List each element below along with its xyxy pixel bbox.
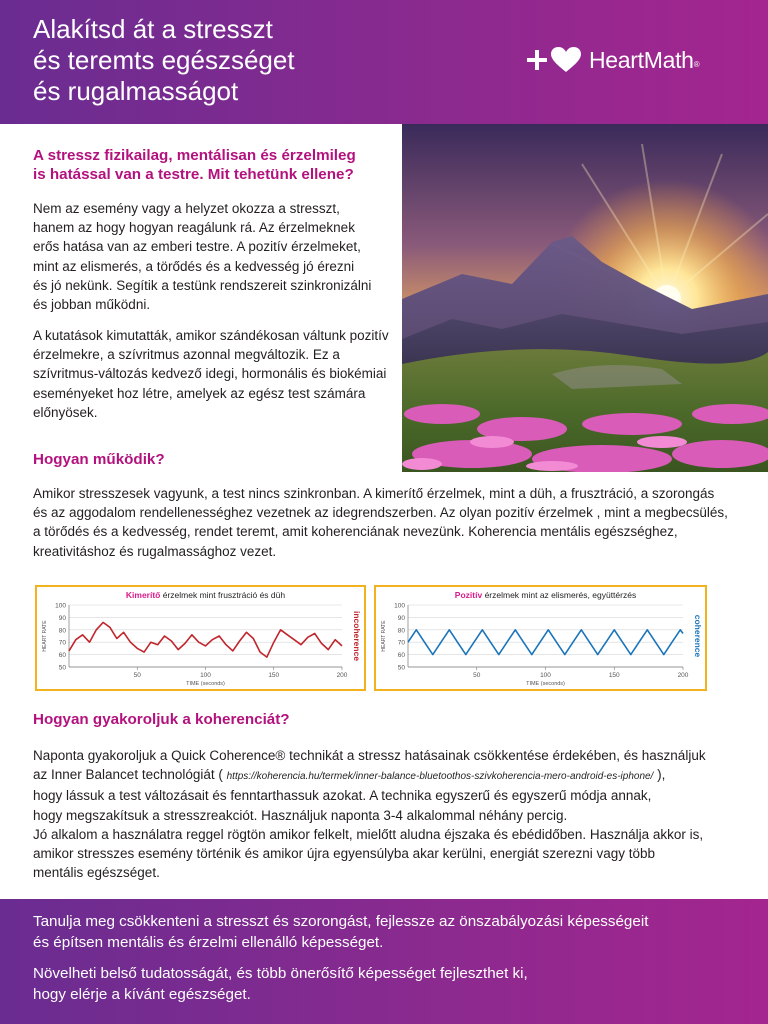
plus-icon [527,50,547,70]
incoherence-chart-svg [37,587,364,689]
title-line: és rugalmasságot [33,76,239,106]
x-tick-label: 200 [677,672,689,679]
x-axis-label: TIME (seconds) [526,681,565,687]
y-tick-label: 100 [394,602,405,610]
practice-heading: Hogyan gyakoroljuk a koherenciát? [33,711,290,728]
page-title [33,14,453,107]
side-label: coherence [693,614,703,658]
logo-wordmark: HeartMath® [589,46,700,73]
chart-title: Kimerítő érzelmek mint frusztráció és düh [125,590,286,600]
x-tick-label: 150 [268,672,280,679]
practice-paragraph: Naponta gyakoroljuk a Quick Coherence® technikát a stressz hatásainak csökkentése érdekében, és használjuk az Inner Balancet technológiát ( https://koherencia.hu/termek/inner-balance-bluetoothos-szivkoherencia-mero-android-es-iphone/ ), hogy lássuk a test változásait és fenntarthassuk azokat. A technika egyszerű és egyszerű módja annak, hogy megszakítsuk a stresszreakciót. Használjuk naponta 3-4 alkalommal néhány percig. Jó alkalom a használatra reggel rögtön amikor felkelt, mielőtt aludna éjszaka és ebédidőben. Használja akkor is, amikor stresszes esemény történik és amikor újra egyensúlyba akar kerülni, energiát szerezni vagy több mentális egészséget. [33,748,706,881]
x-axis-label: TIME (seconds) [186,681,225,687]
y-tick-label: 90 [58,614,66,622]
y-axis-label: HEART RATE [42,620,48,652]
y-tick-label: 70 [397,639,405,647]
y-tick-label: 70 [58,639,66,647]
side-label: incoherence [352,610,362,662]
footer-paragraph-1: Tanulja meg csökkenteni a stresszt és szorongást, fejlessze az önszabályozási képességeit és építsen mentális és érzelmi ellenálló képességet. [33,913,649,951]
heartmath-logo [527,44,699,76]
mountain-sunrise-photo [402,124,768,472]
title-line: Alakítsd át a stresszt [33,14,273,44]
heart-icon [551,47,581,73]
y-tick-label: 80 [58,627,66,635]
x-tick-label: 50 [473,672,481,679]
y-tick-label: 60 [397,652,405,660]
footer-paragraph-2: Növelheti belső tudatosságát, és több önerősítő képességet fejleszthet ki, hogy elérje a kívánt egészséget. [33,965,528,1003]
intro-paragraph-2: A kutatások kimutatták, amikor szándékosan váltunk pozitív érzelmekre, a szívritmus azonnal megváltozik. Ez a szívritmus-változás kedvező idegi, hormonális és biokémiai eseményeket hoz létre, amelyek az egész test számára előnyösek. [33,328,389,420]
footer-banner [0,899,768,1024]
y-tick-label: 50 [397,664,405,672]
x-tick-label: 50 [133,672,141,679]
x-tick-label: 150 [608,672,620,679]
x-tick-label: 200 [336,672,348,679]
incoherence-chart [35,585,366,691]
how-heading: Hogyan működik? [33,451,165,468]
x-tick-label: 100 [200,672,211,679]
inner-balance-link[interactable]: https://koherencia.hu/termek/inner-balance-bluetoothos-szivkoherencia-mero-android-es-iphone/ [226,771,654,783]
header-banner [0,0,768,124]
y-tick-label: 100 [55,602,66,610]
x-tick-label: 100 [540,672,551,679]
title-line: és teremts egészséget [33,45,295,75]
series-line [69,622,342,657]
y-tick-label: 80 [397,627,405,635]
y-tick-label: 60 [58,652,66,660]
y-tick-label: 90 [397,614,405,622]
intro-heading: A stressz fizikailag, mentálisan és érzelmileg is hatással van a testre. Mit tehetünk ellene? [33,147,356,183]
coherence-chart [374,585,707,691]
how-paragraph: Amikor stresszesek vagyunk, a test nincs szinkronban. A kimerítő érzelmek, mint a düh, a frusztráció, a szorongás és az aggodalom rendellenességhez vezetnek az idegrendszerben. Az olyan pozitív érzelmek , mint a megbecsülés, a törődés és a kedvesség, rendet teremt, amit koherenciának nevezünk. Koherencia mentális egészséghez, kreativitáshoz és rugalmassághoz vezet. [33,486,728,559]
chart-title: Pozitív érzelmek mint az elismerés, együttérzés [454,590,637,600]
intro-paragraph-1: Nem az esemény vagy a helyzet okozza a stresszt, hanem az hogy hogyan reagálunk rá. Az érzelmeknek erős hatása van az emberi testre. A pozitív érzelmeket, mint az elismerés, a törődés és a kedvesség jó érezni és jó nekünk. Segítik a testünk rendszereit szinkronizálni és jobban működni. [33,201,372,313]
y-axis-label: HEART RATE [381,620,387,652]
y-tick-label: 50 [58,664,66,672]
coherence-chart-svg [376,587,705,689]
